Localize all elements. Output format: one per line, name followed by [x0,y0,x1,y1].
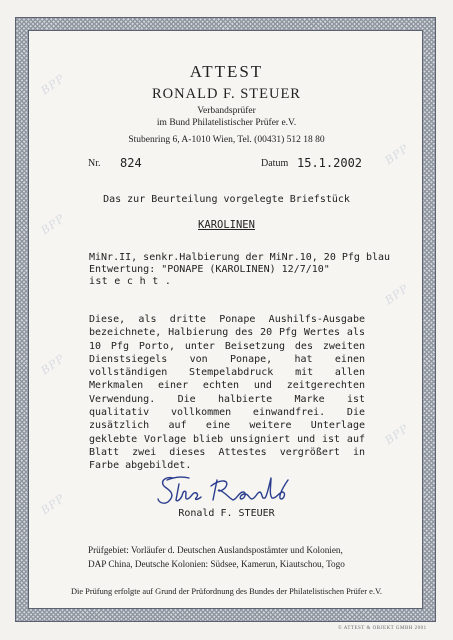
certificate-date: 15.1.2002 [297,156,363,170]
cancellation-description: Entwertung: "PONAPE (KAROLINEN) 12/7/10" [89,264,330,275]
printer-imprint: © ATTEST & OBJEKT GMBH 2001 [338,626,427,631]
intro-text: Das zur Beurteilung vorgelegte Briefstück [103,194,350,205]
handwritten-signature [155,470,295,508]
examiner-association: im Bund Philatelistischer Prüfer e.V. [156,118,297,128]
certificate-number: 824 [120,156,142,170]
stamp-description: MiNr.II, senkr.Halbierung der MiNr.10, 20 Pfg blau [89,252,391,263]
number-label: Nr. [88,158,101,169]
watermark-bpp: BPP [38,351,68,378]
watermark-bpp: BPP [38,71,68,98]
subject-heading: KAROLINEN [198,219,255,231]
examiner-address: Stubenring 6, A-1010 Wien, Tel. (00431) 512 18 80 [128,135,325,145]
attest-title: ATTEST [189,62,264,81]
expertise-area-line1: Prüfgebiet: Vorläufer d. Deutschen Auslandspostämter und Kolonien, [88,545,343,555]
expertise-area-line2: DAP China, Deutsche Kolonien: Südsee, Kamerun, Kiautschou, Togo [88,559,345,569]
examiner-name: RONALD F. STEUER [152,86,301,102]
examination-rules-note: Die Prüfung erfolgte auf Grund der Prüfordnung des Bundes der Philatelistischen Prüfer e.V. [70,587,383,596]
signer-name: Ronald F. STEUER [178,508,275,519]
date-label: Datum [261,158,289,169]
examiner-role: Verbandsprüfer [197,106,256,116]
watermark-bpp: BPP [38,211,68,238]
watermark-bpp: BPP [382,421,412,448]
watermark-bpp: BPP [382,141,412,168]
watermark-bpp: BPP [38,491,68,518]
certificate-body-text: Diese, als dritte Ponape Aushilfs-Ausgabe bezeichnete, Halbierung des 20 Pfg Wertes als 10 Pfg Porto, unter Beisetzung des zweiten Dienstsiegels von Ponape, hat einen vollständigen Stempelabdruck mit allen Merkmalen einer echten und zeitgerechten Verwendung. Die halbierte Marke ist qualitativ vollkommen einwandfrei. Die zusätzlich auf eine weitere Unterlage geklebte Vorlage blieb unsigniert und ist auf Blatt zwei dieses Attestes vergrößert in Farbe abgebildet. [89,314,365,472]
watermark-bpp: BPP [382,281,412,308]
verdict-text: ist e c h t . [89,276,172,287]
